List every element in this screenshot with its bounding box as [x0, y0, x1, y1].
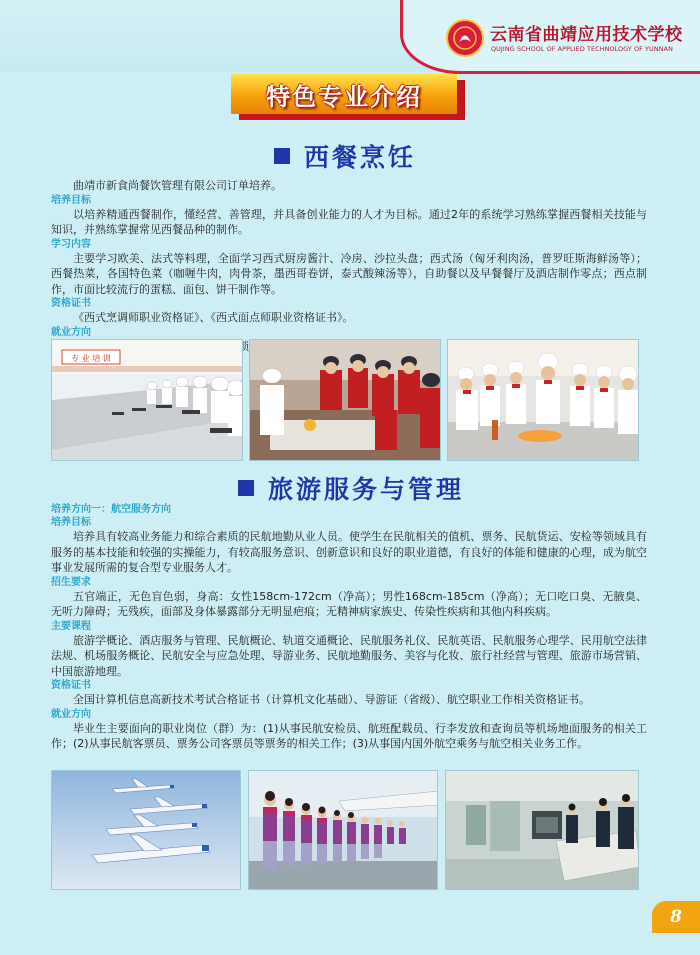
- title-banner: [231, 74, 465, 120]
- section2-body: [51, 503, 647, 752]
- photo-students-with-cakes: [447, 339, 639, 461]
- section1-goal-text: 以培养精通西餐制作，懂经营、善管理，并具备创业能力的人才为目标。通过2年的系统学习熟练掌握西餐相关技能与知识，并熟练掌握常见西餐品种的制作。: [51, 207, 647, 236]
- section2-job-label: 就业方向: [51, 708, 91, 720]
- section1-intro: 曲靖市新食尚餐饮管理有限公司订单培养。: [73, 179, 282, 192]
- section1-goal-label: 培养目标: [51, 194, 91, 206]
- section2-direction-label: 培养方向一：航空服务方向: [51, 504, 171, 515]
- section2-title: 旅游服务与管理: [268, 475, 465, 504]
- banner-title: 特色专业介绍: [266, 82, 422, 111]
- page-number: 8: [652, 901, 700, 933]
- school-name-en: QUJING SCHOOL OF APPLIED TECHNOLOGY OF YUNNAN: [491, 45, 673, 53]
- photo-training-classroom: [51, 339, 243, 461]
- section2-goal-label: 培养目标: [51, 517, 91, 528]
- school-logo-icon: [446, 19, 484, 57]
- section1-cert-text: 《西式烹调师职业资格证》、《西式面点师职业资格证书》。: [73, 311, 354, 324]
- section1-content-text: 主要学习欧美、法式等料理，全面学习西式厨房酱汁、冷房、沙拉头盘；西式汤（匈牙利肉汤，普罗旺斯海鲜汤等）；西餐热菜，各国特色菜（咖喱牛肉，肉骨茶，墨西哥卷饼，泰式酸辣汤等），自助餐以及早餐餐厅及酒店制作零点；西点制作，市面比较流行的蛋糕、面包、饼干制作等。: [51, 251, 647, 296]
- classroom-sign: 专 业 培 训: [71, 354, 111, 363]
- photo-airplanes: [51, 770, 241, 890]
- section2-course-label: 主要课程: [51, 620, 91, 632]
- section-title-tourism-management: [238, 470, 464, 506]
- section2-req-label: 招生要求: [51, 576, 91, 588]
- section1-body: [51, 178, 647, 354]
- section1-content-label: 学习内容: [51, 238, 91, 250]
- section2-course-text: 旅游学概论、酒店服务与管理、民航概论、轨道交通概论、民航服务礼仪、民航英语、民航服务心理学、民用航空法律法规、机场服务概论、民航安全与应急处理、导游业务、民航地勤服务、美容与化妆、旅行社经营与管理、旅游市场营销、中国旅游地理。: [51, 633, 647, 678]
- square-bullet-icon: [274, 148, 290, 164]
- section2-job-text: 毕业生主要面向的职业岗位（群）为：(1)从事民航安检员、航班配载员、行李发放和查询员等机场地面服务的相关工作；(2)从事民航客票员、票务公司客票员等票务的相关工作；(3)从事国内国外航空乘务与航空相关业务工作。: [51, 721, 647, 750]
- section1-job-label: 就业方向: [51, 326, 91, 338]
- section2-cert-text: 全国计算机信息高新技术考试合格证书（计算机文化基础）、导游证（省级）、航空职业工作相关资格证书。: [73, 693, 590, 706]
- section2-goal-text: 培养具有较高业务能力和综合素质的民航地勤从业人员。使学生在民航相关的值机、票务、民航货运、安检等领域具有服务的基本技能和较强的实操能力，有较高服务意识、创新意识和良好的职业道德，有良好的体能和健康的心理，成为航空事业发展所需的复合型专业服务人才。: [51, 530, 647, 574]
- photo-airport-security: [445, 770, 639, 890]
- banner-main: [231, 74, 457, 114]
- section2-req-text: 五官端正，无色盲色弱，身高：女性158cm-172cm（净高）；男性168cm-185cm（净高）；无口吃口臭、无腋臭、无听力障碍；无残疾，面部及身体暴露部分无明显疤痕；无精神病家族史、传染性疾病和其他内科疾病。: [51, 589, 647, 618]
- photo-flight-attendants: [248, 770, 438, 890]
- section2-cert-label: 资格证书: [51, 680, 91, 691]
- school-name-cn: 云南省曲靖应用技术学校: [490, 25, 683, 45]
- photo-chef-demonstration: [249, 339, 441, 461]
- section1-title: 西餐烹饪: [304, 143, 417, 172]
- section-title-western-cuisine: [274, 138, 416, 174]
- square-bullet-icon: [238, 480, 254, 496]
- section1-cert-label: 资格证书: [51, 298, 91, 309]
